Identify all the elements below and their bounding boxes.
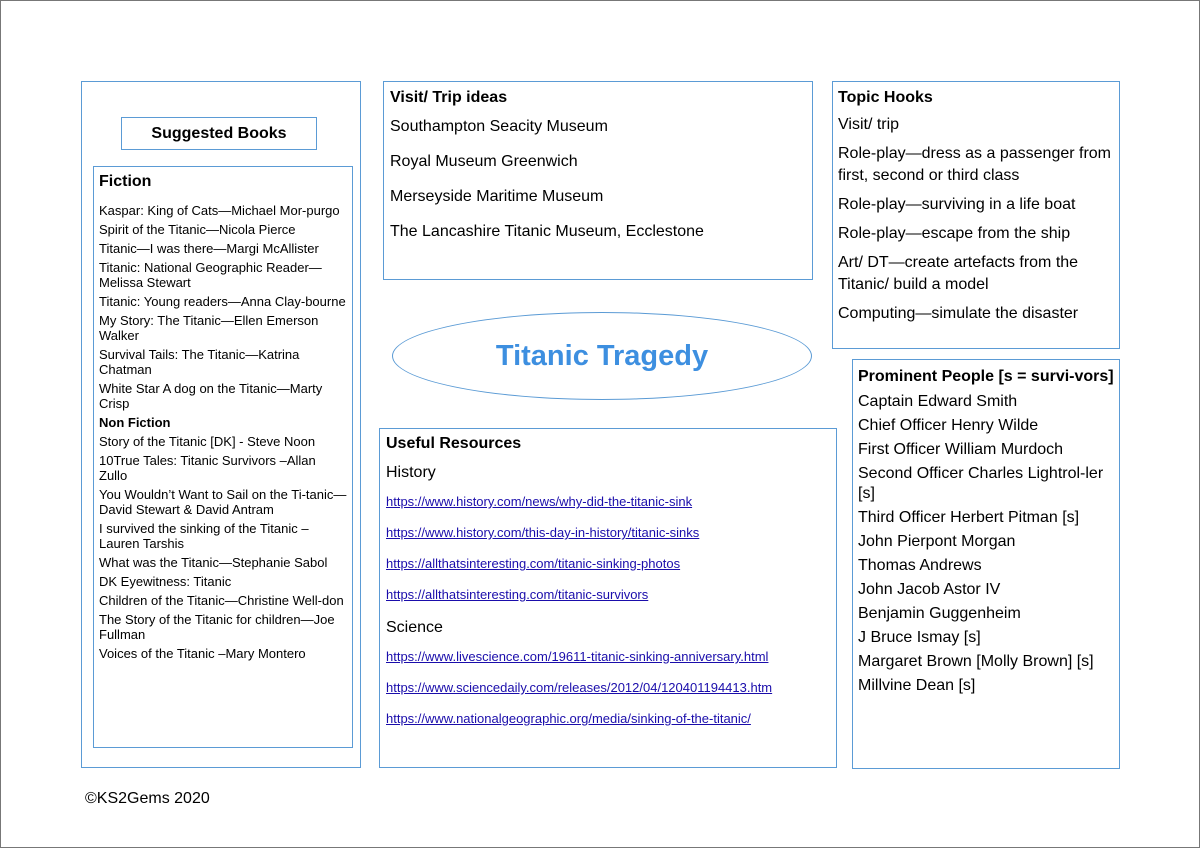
book-item: Children of the Titanic—Christine Well-don	[99, 593, 344, 608]
person-item: Margaret Brown [Molly Brown] [s]	[858, 653, 1094, 670]
book-item: 10True Tales: Titanic Survivors –Allan Zullo	[99, 453, 316, 483]
book-item: You Wouldn’t Want to Sail on the Ti-tanic—David Stewart & David Antram	[99, 487, 347, 517]
book-item: Titanic—I was there—Margi McAllister	[99, 241, 319, 256]
copyright: ©KS2Gems 2020	[85, 790, 210, 807]
person-item: First Officer William Murdoch	[858, 441, 1064, 458]
title-ellipse	[392, 312, 812, 400]
visit-item: Royal Museum Greenwich	[390, 153, 578, 170]
person-item: Third Officer Herbert Pitman [s]	[858, 509, 1080, 526]
visit-item: Merseyside Maritime Museum	[390, 188, 604, 205]
person-item: John Jacob Astor IV	[858, 581, 1001, 598]
person-item: Captain Edward Smith	[858, 393, 1018, 410]
book-item: My Story: The Titanic—Ellen Emerson Walker	[99, 313, 319, 343]
hook-item: Visit/ trip	[838, 116, 900, 133]
book-item: Voices of the Titanic –Mary Montero	[99, 646, 306, 661]
nonfiction-heading: Non Fiction	[99, 415, 171, 430]
page-title: Titanic Tragedy	[495, 339, 709, 372]
resource-link[interactable]: https://www.livescience.com/19611-titanic-sinking-anniversary.html	[386, 649, 769, 664]
person-item: Thomas Andrews	[858, 557, 982, 574]
resource-link[interactable]: https://www.history.com/this-day-in-history/titanic-sinks	[386, 525, 700, 540]
resources-heading: Useful Resources	[386, 435, 522, 452]
hook-item: Computing—simulate the disaster	[838, 305, 1079, 322]
people-panel	[852, 359, 1120, 769]
visit-item: The Lancashire Titanic Museum, Ecclestone	[390, 223, 704, 240]
book-item: Kaspar: King of Cats—Michael Mor-purgo	[99, 203, 340, 218]
book-item: Story of the Titanic [DK] - Steve Noon	[99, 434, 316, 449]
hook-item: Role-play—escape from the ship	[838, 225, 1071, 242]
people-heading: Prominent People [s = survi-vors]	[858, 368, 1114, 385]
visit-heading: Visit/ Trip ideas	[390, 89, 508, 106]
visit-panel	[383, 81, 813, 280]
resource-link[interactable]: https://www.nationalgeographic.org/media/sinking-of-the-titanic/	[386, 711, 751, 726]
hooks-heading: Topic Hooks	[838, 89, 933, 106]
person-item: Millvine Dean [s]	[858, 677, 976, 694]
resource-link[interactable]: https://allthatsinteresting.com/titanic-survivors	[386, 587, 649, 602]
book-item: What was the Titanic—Stephanie Sabol	[99, 555, 328, 570]
book-item: I survived the sinking of the Titanic –Lauren Tarshis	[99, 521, 309, 551]
person-item: Chief Officer Henry Wilde	[858, 417, 1039, 434]
hook-item: Art/ DT—create artefacts from the Titanic/ build a model	[838, 254, 1079, 293]
resource-link[interactable]: https://www.sciencedaily.com/releases/2012/04/120401194413.htm	[386, 680, 773, 695]
person-item: John Pierpont Morgan	[858, 533, 1016, 550]
person-item: Benjamin Guggenheim	[858, 605, 1021, 622]
book-item: Spirit of the Titanic—Nicola Pierce	[99, 222, 296, 237]
person-item: J Bruce Ismay [s]	[858, 629, 981, 646]
person-item: Second Officer Charles Lightrol-ler [s]	[858, 465, 1104, 502]
book-item: Titanic: Young readers—Anna Clay-bourne	[99, 294, 346, 309]
science-label: Science	[386, 619, 443, 636]
book-item: DK Eyewitness: Titanic	[99, 574, 232, 589]
books-title: Suggested Books	[121, 117, 317, 150]
fiction-heading: Fiction	[99, 173, 152, 190]
hook-item: Role-play—dress as a passenger from first, second or third class	[838, 145, 1112, 184]
book-item: The Story of the Titanic for children—Joe Fullman	[99, 612, 335, 642]
visit-item: Southampton Seacity Museum	[390, 118, 608, 135]
resource-link[interactable]: https://www.history.com/news/why-did-the-titanic-sink	[386, 494, 693, 509]
resource-link[interactable]: https://allthatsinteresting.com/titanic-sinking-photos	[386, 556, 681, 571]
resources-panel	[379, 428, 837, 768]
book-item: Survival Tails: The Titanic—Katrina Chatman	[99, 347, 300, 377]
hooks-panel	[832, 81, 1120, 349]
book-item: White Star A dog on the Titanic—Marty Crisp	[99, 381, 323, 411]
history-label: History	[386, 464, 436, 481]
books-list	[93, 166, 353, 748]
hook-item: Role-play—surviving in a life boat	[838, 196, 1076, 213]
book-item: Titanic: National Geographic Reader—Melissa Stewart	[99, 260, 322, 290]
